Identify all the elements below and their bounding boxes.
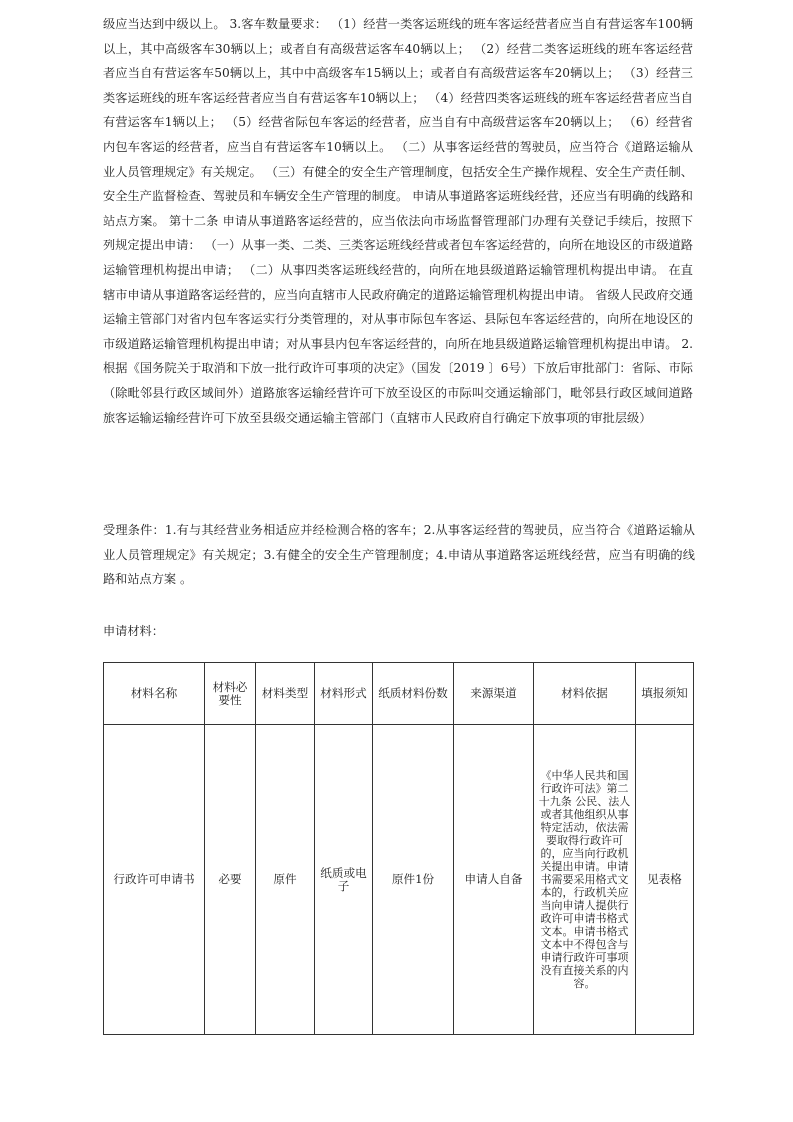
cell-form: 纸质或电子	[315, 725, 373, 1035]
header-type: 材料类型	[256, 663, 315, 725]
header-source: 来源渠道	[454, 663, 534, 725]
cell-material-name: 行政许可申请书	[104, 725, 205, 1035]
materials-label: 申请材料：	[103, 624, 164, 638]
header-copies: 纸质材料份数	[373, 663, 454, 725]
cell-source: 申请人自备	[454, 725, 534, 1035]
header-basis: 材料依据	[534, 663, 636, 725]
table-header-row	[104, 663, 694, 725]
cell-type: 原件	[256, 725, 315, 1035]
materials-table	[103, 662, 694, 1035]
table-row	[104, 725, 694, 1035]
cell-copies: 原件1份	[373, 725, 454, 1035]
cell-necessity: 必要	[205, 725, 256, 1035]
cell-basis: 《中华人民共和国行政许可法》第二十九条 公民、法人或者其他组织从事特定活动，依法需要取得行政许可的，应当向行政机关提出申请。申请书需要采用格式文本的，行政机关应当向申请人提供行政许可申请书格式文本。申请书格式文本中不得包含与申请行政许可事项没有直接关系的内容。	[534, 725, 636, 1035]
header-notes: 填报须知	[636, 663, 694, 725]
acceptance-conditions: 受理条件：1.有与其经营业务相适应并经检测合格的客车；2.从事客运经营的驾驶员，应当符合《道路运输从业人员管理规定》有关规定；3.有健全的安全生产管理制度；4.申请从事道路客运班线经营，应当有明确的线路和站点方案 。	[103, 523, 695, 587]
header-material-name: 材料名称	[104, 663, 205, 725]
header-necessity: 材料必要性	[205, 663, 256, 725]
cell-notes: 见表格	[636, 725, 694, 1035]
header-form: 材料形式	[315, 663, 373, 725]
body-paragraph: 级应当达到中级以上。 3.客车数量要求： （1）经营一类客运班线的班车客运经营者应当自有营运客车100辆以上，其中高级客车30辆以上；或者自有高级营运客车40辆以上； （2）经营二类客运班线的班车客运经营者应当自有营运客车50辆以上，其中中高级客车15辆以上；或者自有高级营运客车20辆以上； （3）经营三类客运班线的班车客运经营者应当自有营运客车10辆以上； （4）经营四类客运班线的班车客运经营者应当自有营运客车1辆以上； （5）经营省际包车客运的经营者，应当自有中高级营运客车20辆以上； （6）经营省内包车客运的经营者，应当自有营运客车10辆以上。 （二）从事客运经营的驾驶员，应当符合《道路运输从业人员管理规定》有关规定。 （三）有健全的安全生产管理制度，包括安全生产操作规程、安全生产责任制、安全生产监督检查、驾驶员和车辆安全生产管理的制度。 申请从事道路客运班线经营，还应当有明确的线路和站点方案。 第十二条 申请从事道路客运经营的，应当依法向市场监督管理部门办理有关登记手续后，按照下列规定提出申请： （一）从事一类、二类、三类客运班线经营或者包车客运经营的，向所在地设区的市级道路运输管理机构提出申请； （二）从事四类客运班线经营的，向所在地县级道路运输管理机构提出申请。 在直辖市申请从事道路客运经营的，应当向直辖市人民政府确定的道路运输管理机构提出申请。 省级人民政府交通运输主管部门对省内包车客运实行分类管理的，对从事市际包车客运、县际包车客运经营的，向所在地设区的市级道路运输管理机构提出申请；对从事县内包车客运经营的，向所在地县级道路运输管理机构提出申请。 2.根据《国务院关于取消和下放一批行政许可事项的决定》（国发〔2019 〕6号）下放后审批部门：省际、市际（除毗邻县行政区域间外）道路旅客运输经营许可下放至设区的市际叫交通运输部门，毗邻县行政区域间道路旅客运输运输经营许可下放至县级交通运输主管部门（直辖市人民政府自行确定下放事项的审批层级）	[103, 17, 693, 425]
